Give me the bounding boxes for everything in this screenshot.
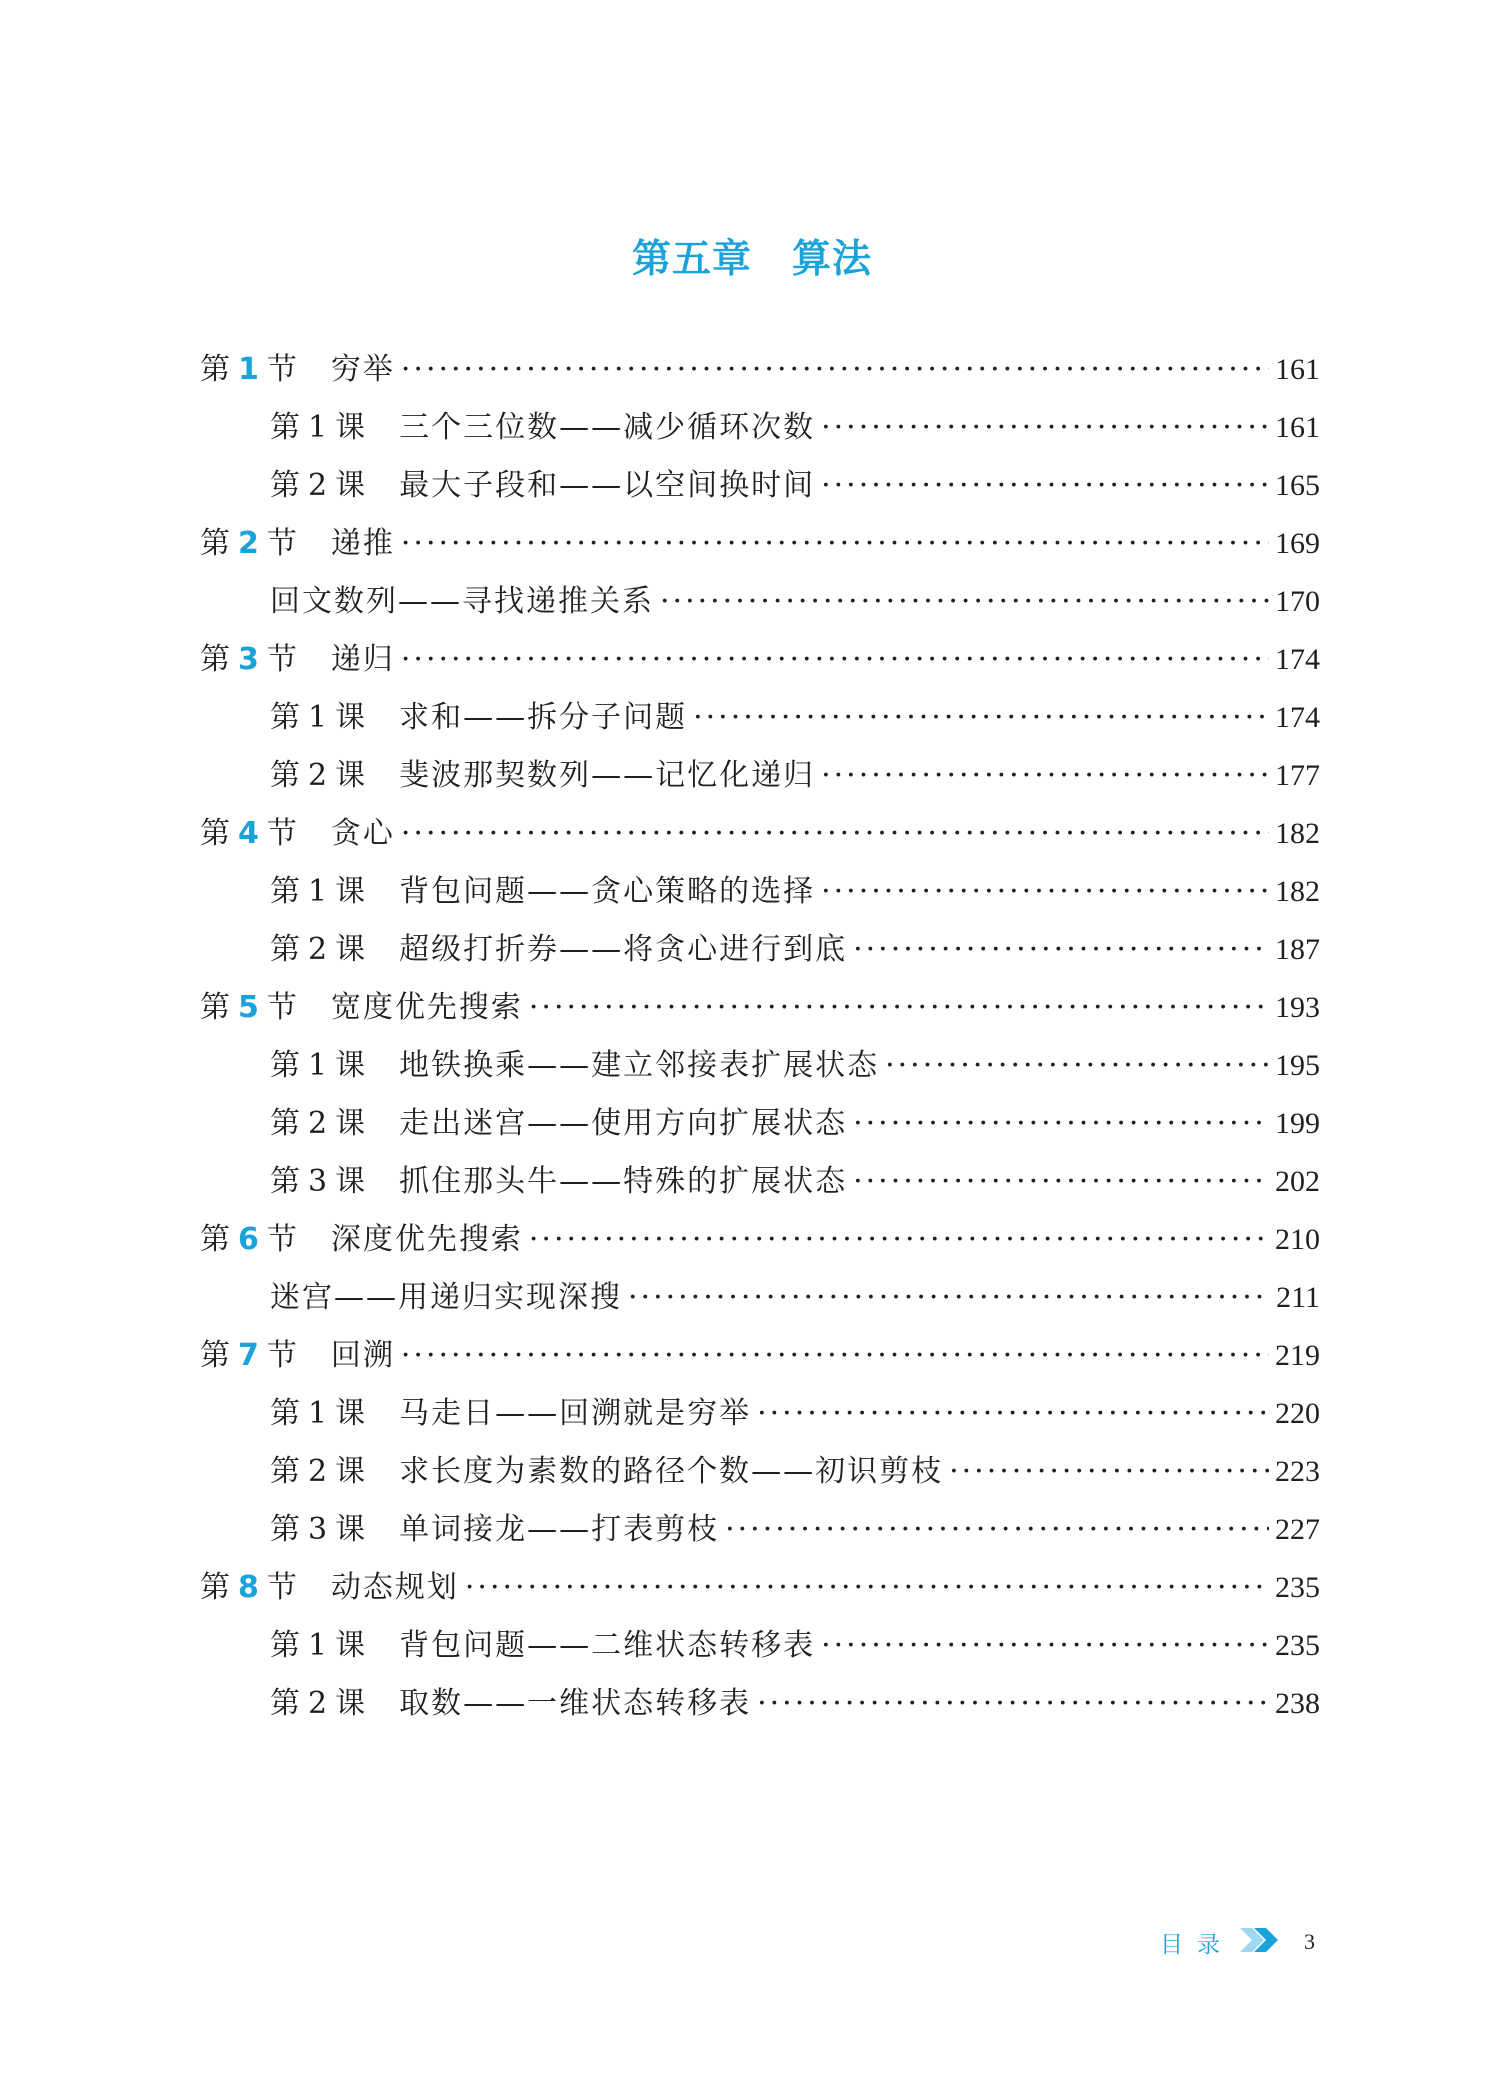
- label-suffix: 节: [266, 526, 297, 561]
- entry-page-number: 220: [1275, 1397, 1320, 1430]
- toc-lesson-entry[interactable]: [200, 1388, 1320, 1446]
- section-label: [200, 518, 297, 562]
- entry-page-number: 199: [1275, 1107, 1320, 1140]
- lesson-number: 2: [308, 758, 328, 793]
- label-suffix: 课: [335, 410, 366, 445]
- entry-page-number: 182: [1275, 875, 1320, 908]
- entry-title: 深度优先搜索: [330, 1222, 523, 1257]
- toc-section-entry[interactable]: [200, 1330, 1320, 1388]
- entry-title: 背包问题——二维状态转移表: [399, 1628, 816, 1663]
- label-prefix: 第: [200, 816, 230, 851]
- lesson-label: [270, 1098, 365, 1142]
- toc-section-entry[interactable]: [200, 518, 1320, 576]
- section-label: [200, 808, 297, 852]
- table-of-contents: [200, 344, 1320, 1736]
- dot-leader: [885, 1048, 1269, 1083]
- label-suffix: 课: [335, 932, 366, 967]
- label-prefix: 第: [270, 1686, 300, 1721]
- label-suffix: 课: [335, 1106, 366, 1141]
- entry-page-number: 177: [1275, 759, 1320, 792]
- toc-lesson-entry[interactable]: [200, 692, 1320, 750]
- label-suffix: 节: [266, 1222, 297, 1257]
- entry-page-number: 161: [1275, 353, 1320, 386]
- entry-title: 最大子段和——以空间换时间: [399, 468, 816, 503]
- lesson-number: 2: [308, 1106, 328, 1141]
- dot-leader: [853, 1106, 1269, 1141]
- toc-lesson-entry[interactable]: [200, 576, 1320, 634]
- entry-page-number: 174: [1275, 701, 1320, 734]
- entry-title: 走出迷宫——使用方向扩展状态: [399, 1106, 848, 1141]
- toc-section-entry[interactable]: [200, 1214, 1320, 1272]
- dot-leader: [529, 990, 1269, 1025]
- section-number: 5: [238, 990, 259, 1025]
- entry-page-number: 193: [1275, 991, 1320, 1024]
- dot-leader: [757, 1686, 1269, 1721]
- entry-page-number: 223: [1275, 1455, 1320, 1488]
- dot-leader: [401, 642, 1269, 677]
- toc-lesson-entry[interactable]: [200, 1156, 1320, 1214]
- dot-leader: [401, 526, 1269, 561]
- entry-page-number: 238: [1275, 1687, 1320, 1720]
- entry-page-number: 219: [1275, 1339, 1320, 1372]
- lesson-label: [270, 1040, 365, 1084]
- label-prefix: 第: [200, 1570, 230, 1605]
- toc-section-entry[interactable]: [200, 808, 1320, 866]
- section-label: [200, 344, 297, 388]
- entry-title: 贪心: [330, 816, 395, 851]
- entry-title: 回溯: [330, 1338, 395, 1373]
- toc-lesson-entry[interactable]: [200, 402, 1320, 460]
- label-suffix: 课: [335, 1396, 366, 1431]
- toc-lesson-entry[interactable]: [200, 460, 1320, 518]
- dot-leader: [401, 816, 1269, 851]
- label-prefix: 第: [270, 874, 300, 909]
- toc-lesson-entry[interactable]: [200, 866, 1320, 924]
- section-label: [200, 1214, 297, 1258]
- entry-page-number: 170: [1275, 585, 1320, 618]
- lesson-label: [270, 1678, 365, 1722]
- entry-title: 动态规划: [330, 1570, 459, 1605]
- dot-leader: [949, 1454, 1269, 1489]
- label-suffix: 课: [335, 1048, 366, 1083]
- label-suffix: 课: [335, 1512, 366, 1547]
- entry-page-number: 202: [1275, 1165, 1320, 1198]
- entry-title: 回文数列——寻找递推关系: [270, 584, 654, 619]
- dot-leader: [401, 352, 1269, 387]
- toc-section-entry[interactable]: [200, 1562, 1320, 1620]
- dot-leader: [821, 1628, 1269, 1663]
- dot-leader: [660, 584, 1269, 619]
- toc-section-entry[interactable]: [200, 634, 1320, 692]
- label-prefix: 第: [270, 1454, 300, 1489]
- section-number: 4: [238, 816, 259, 851]
- label-prefix: 第: [270, 932, 300, 967]
- label-prefix: 第: [200, 1222, 230, 1257]
- entry-page-number: 165: [1275, 469, 1320, 502]
- toc-lesson-entry[interactable]: [200, 1098, 1320, 1156]
- entry-title: 递推: [330, 526, 395, 561]
- label-prefix: 第: [270, 1106, 300, 1141]
- toc-lesson-entry[interactable]: [200, 1504, 1320, 1562]
- entry-page-number: 227: [1275, 1513, 1320, 1546]
- entry-page-number: 195: [1275, 1049, 1320, 1082]
- section-number: 8: [238, 1570, 259, 1605]
- lesson-label: [270, 402, 365, 446]
- dot-leader: [821, 468, 1269, 503]
- entry-title: 背包问题——贪心策略的选择: [399, 874, 816, 909]
- label-prefix: 第: [270, 1512, 300, 1547]
- entry-page-number: 235: [1275, 1629, 1320, 1662]
- section-label: [200, 634, 297, 678]
- section-label: [200, 1330, 297, 1374]
- entry-page-number: 161: [1275, 411, 1320, 444]
- toc-lesson-entry[interactable]: [200, 1272, 1320, 1330]
- lesson-number: 1: [308, 700, 328, 735]
- entry-title: 迷宫——用递归实现深搜: [270, 1280, 622, 1315]
- dot-leader: [821, 410, 1269, 445]
- label-prefix: 第: [270, 1048, 300, 1083]
- lesson-number: 1: [308, 1628, 328, 1663]
- label-suffix: 课: [335, 1686, 366, 1721]
- dot-leader: [725, 1512, 1269, 1547]
- label-suffix: 课: [335, 468, 366, 503]
- lesson-number: 2: [308, 1454, 328, 1489]
- label-suffix: 节: [266, 352, 297, 387]
- dot-leader: [628, 1280, 1270, 1315]
- entry-page-number: 182: [1275, 817, 1320, 850]
- label-prefix: 第: [270, 1164, 300, 1199]
- entry-title: 求长度为素数的路径个数——初识剪枝: [399, 1454, 944, 1489]
- label-suffix: 节: [266, 1338, 297, 1373]
- lesson-number: 1: [308, 410, 328, 445]
- label-suffix: 节: [266, 816, 297, 851]
- entry-page-number: 174: [1275, 643, 1320, 676]
- entry-title: 地铁换乘——建立邻接表扩展状态: [399, 1048, 880, 1083]
- entry-title: 取数——一维状态转移表: [399, 1686, 752, 1721]
- label-prefix: 第: [270, 410, 300, 445]
- lesson-number: 2: [308, 468, 328, 503]
- toc-lesson-entry[interactable]: [200, 1620, 1320, 1678]
- lesson-label: [270, 866, 365, 910]
- section-number: 2: [238, 526, 259, 561]
- entry-title: 递归: [330, 642, 395, 677]
- entry-title: 抓住那头牛——特殊的扩展状态: [399, 1164, 848, 1199]
- toc-section-entry[interactable]: [200, 982, 1320, 1040]
- label-prefix: 第: [270, 1396, 300, 1431]
- entry-title: 三个三位数——减少循环次数: [399, 410, 816, 445]
- entry-title: 求和——拆分子问题: [399, 700, 688, 735]
- label-suffix: 课: [335, 874, 366, 909]
- lesson-label: [270, 924, 365, 968]
- dot-leader: [853, 1164, 1269, 1199]
- footer-label: 目录: [1160, 1931, 1234, 1958]
- lesson-label: [270, 1620, 365, 1664]
- section-label: [200, 1562, 297, 1606]
- label-prefix: 第: [200, 1338, 230, 1373]
- dot-leader: [401, 1338, 1269, 1373]
- lesson-label: [270, 1156, 365, 1200]
- dot-leader: [757, 1396, 1269, 1431]
- entry-page-number: 169: [1275, 527, 1320, 560]
- toc-section-entry[interactable]: [200, 344, 1320, 402]
- section-number: 7: [238, 1338, 259, 1373]
- entry-title: 超级打折券——将贪心进行到底: [399, 932, 848, 967]
- dot-leader: [529, 1222, 1269, 1257]
- entry-page-number: 211: [1276, 1281, 1320, 1314]
- entry-title: 穷举: [330, 352, 395, 387]
- label-prefix: 第: [270, 468, 300, 503]
- label-suffix: 课: [335, 700, 366, 735]
- section-number: 6: [238, 1222, 259, 1257]
- entry-title: 单词接龙——打表剪枝: [399, 1512, 720, 1547]
- toc-lesson-entry[interactable]: [200, 1678, 1320, 1736]
- lesson-label: [270, 692, 365, 736]
- page-number: 3: [1304, 1929, 1315, 1954]
- entry-title: 宽度优先搜索: [330, 990, 523, 1025]
- lesson-label: [270, 750, 365, 794]
- label-suffix: 课: [335, 1164, 366, 1199]
- lesson-label: [270, 1446, 365, 1490]
- label-suffix: 节: [266, 990, 297, 1025]
- entry-page-number: 235: [1275, 1571, 1320, 1604]
- label-suffix: 节: [266, 1570, 297, 1605]
- dot-leader: [821, 874, 1269, 909]
- section-number: 3: [238, 642, 259, 677]
- label-prefix: 第: [270, 1628, 300, 1663]
- label-prefix: 第: [200, 352, 230, 387]
- lesson-number: 1: [308, 1048, 328, 1083]
- chapter-title: 第五章 算法: [631, 237, 872, 282]
- label-suffix: 课: [335, 758, 366, 793]
- label-prefix: 第: [200, 990, 230, 1025]
- entry-page-number: 187: [1275, 933, 1320, 966]
- lesson-label: [270, 1388, 365, 1432]
- page-footer: [1160, 1922, 1315, 1962]
- label-prefix: 第: [270, 700, 300, 735]
- toc-lesson-entry[interactable]: [200, 750, 1320, 808]
- label-suffix: 节: [266, 642, 297, 677]
- lesson-number: 2: [308, 1686, 328, 1721]
- lesson-label: [270, 460, 365, 504]
- lesson-number: 3: [308, 1164, 328, 1199]
- lesson-number: 2: [308, 932, 328, 967]
- lesson-number: 1: [308, 874, 328, 909]
- toc-lesson-entry[interactable]: [200, 924, 1320, 982]
- lesson-label: [270, 1504, 365, 1548]
- label-prefix: 第: [200, 642, 230, 677]
- dot-leader: [465, 1570, 1269, 1605]
- section-label: [200, 982, 297, 1026]
- toc-lesson-entry[interactable]: [200, 1446, 1320, 1504]
- dot-leader: [693, 700, 1269, 735]
- dot-leader: [821, 758, 1269, 793]
- entry-page-number: 210: [1275, 1223, 1320, 1256]
- entry-title: 斐波那契数列——记忆化递归: [399, 758, 816, 793]
- label-suffix: 课: [335, 1454, 366, 1489]
- toc-lesson-entry[interactable]: [200, 1040, 1320, 1098]
- lesson-number: 1: [308, 1396, 328, 1431]
- double-chevron-right-icon: [1236, 1926, 1284, 1958]
- entry-title: 马走日——回溯就是穷举: [399, 1396, 752, 1431]
- label-prefix: 第: [200, 526, 230, 561]
- label-suffix: 课: [335, 1628, 366, 1663]
- label-prefix: 第: [270, 758, 300, 793]
- section-number: 1: [238, 352, 259, 387]
- dot-leader: [853, 932, 1269, 967]
- lesson-number: 3: [308, 1512, 328, 1547]
